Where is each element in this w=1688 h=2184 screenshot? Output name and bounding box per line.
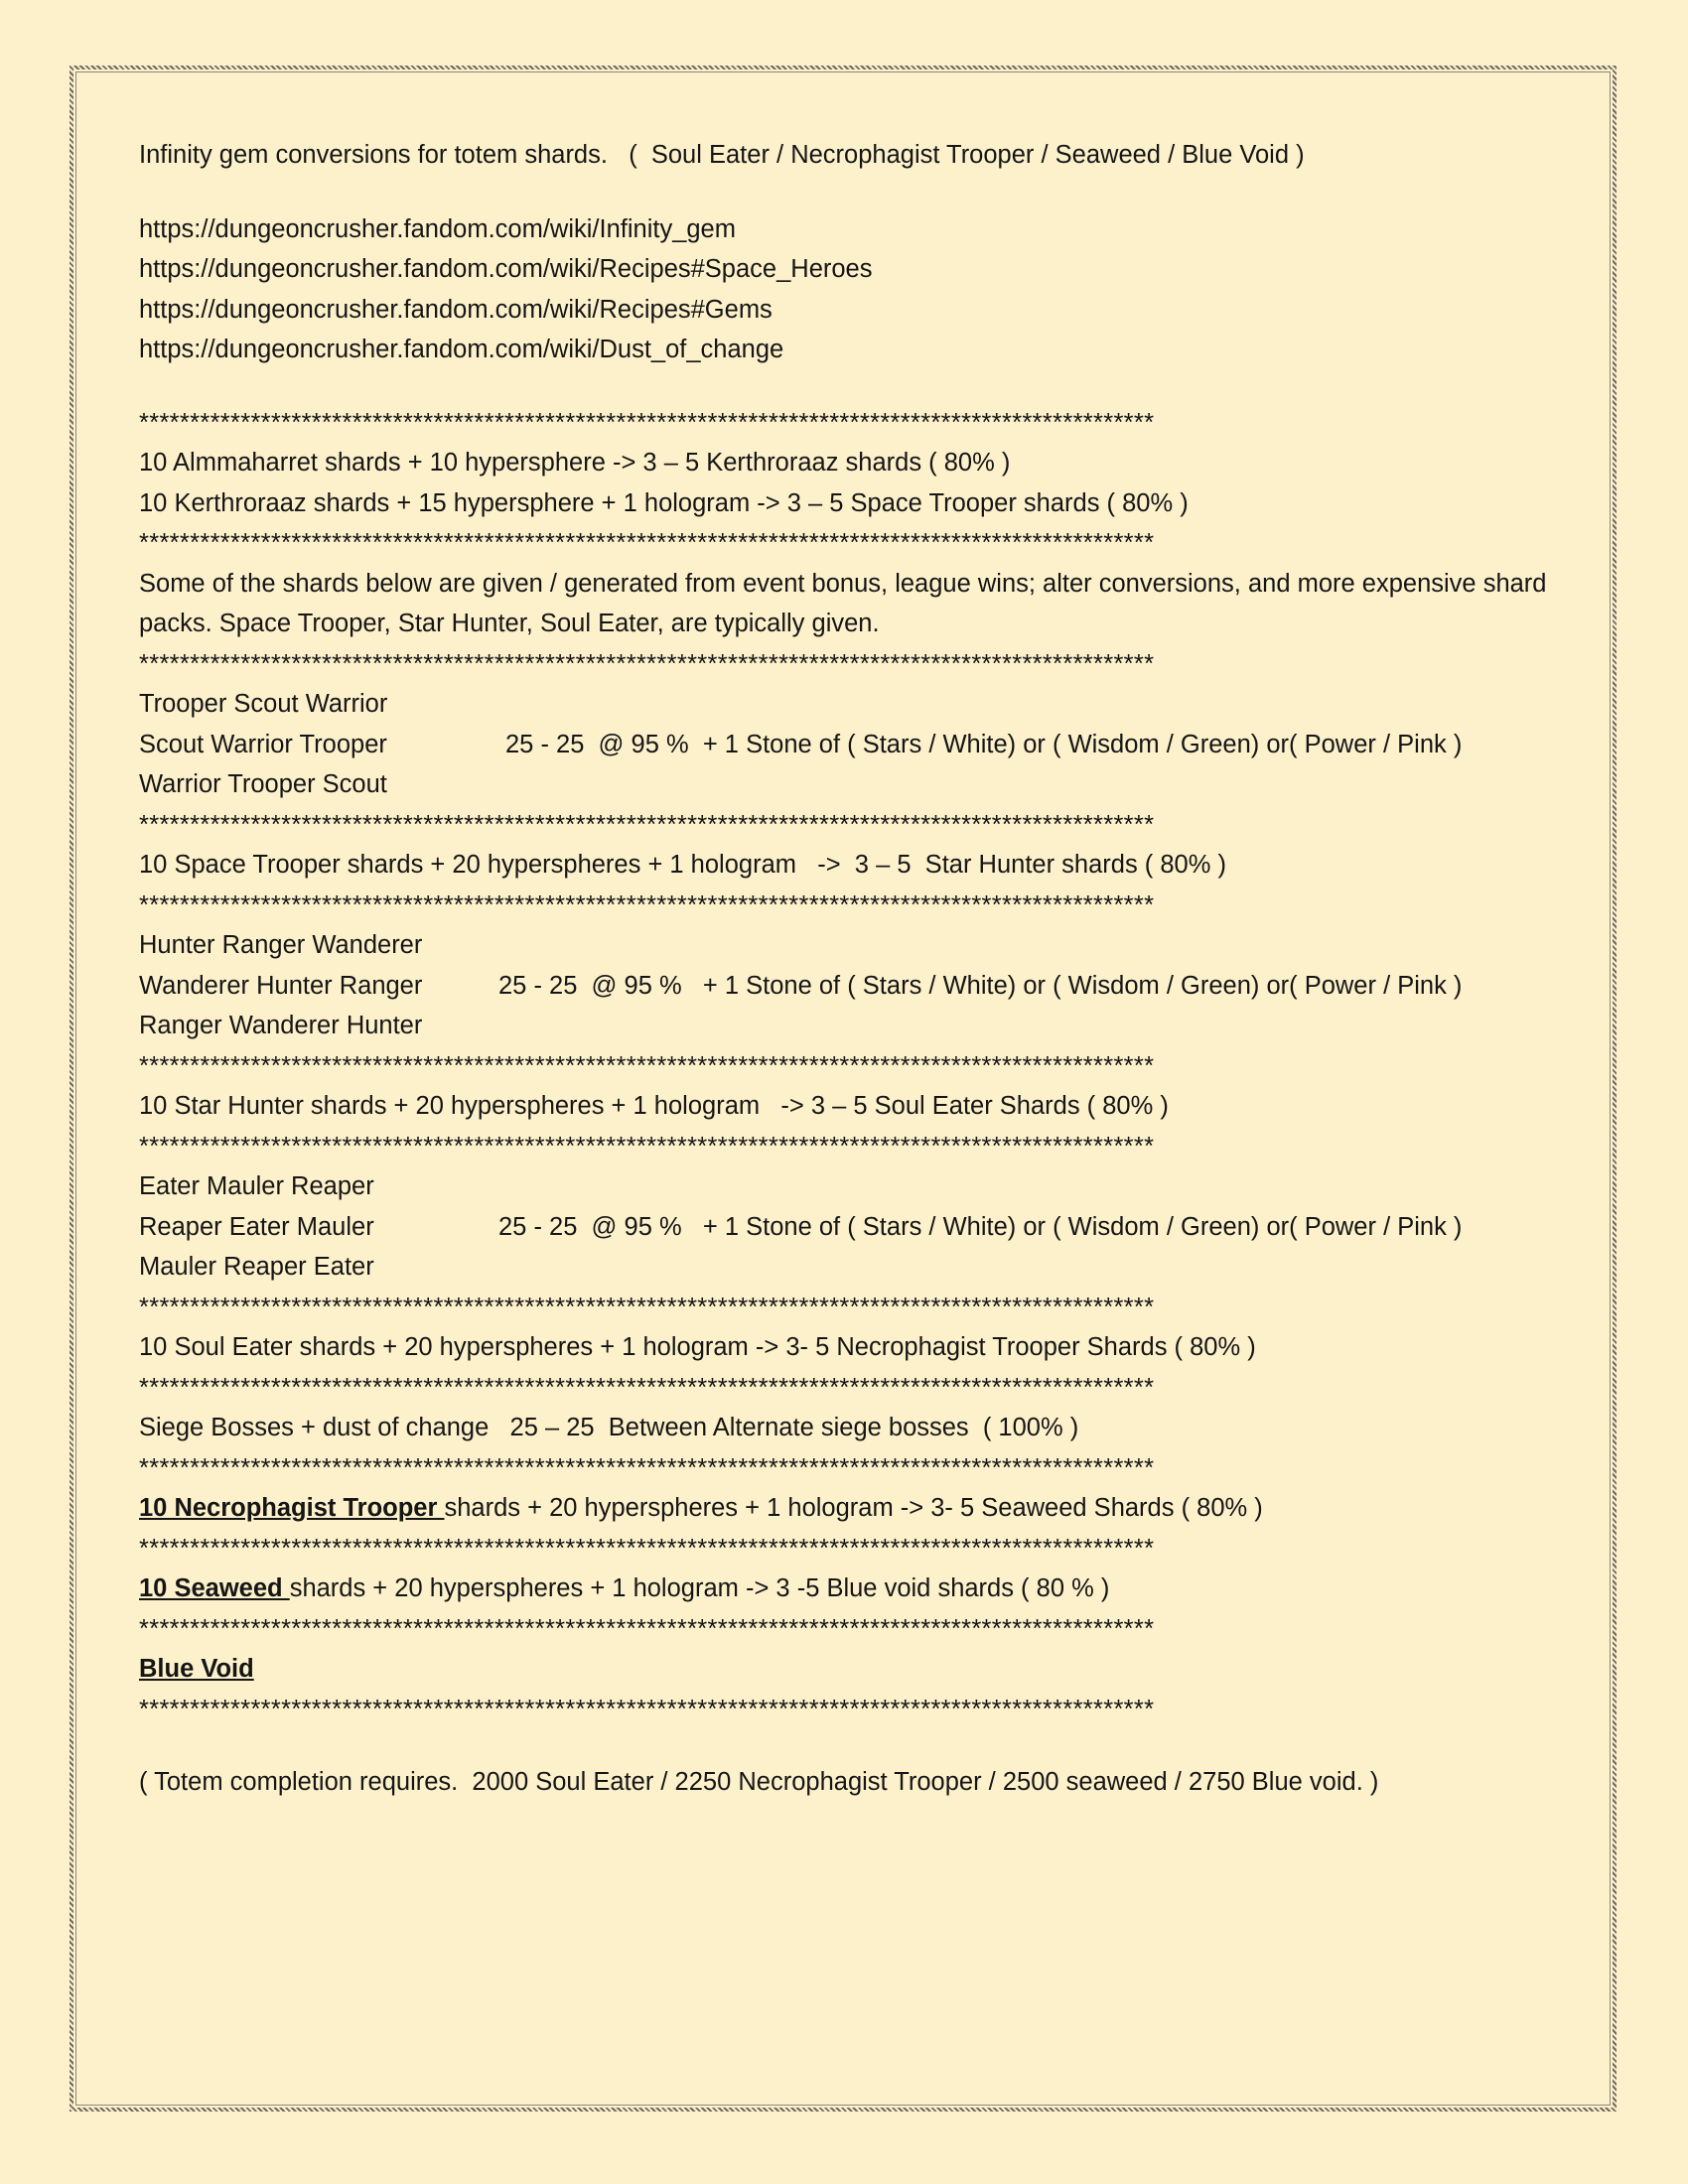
separator: **************************************************************************************************** [139,408,1155,437]
blue-void-label: Blue Void [139,1655,254,1683]
link-recipes-gems[interactable]: https://dungeoncrusher.fandom.com/wiki/Recipes#Gems [139,295,773,324]
totem-requirements: ( Totem completion requires. 2000 Soul Eater / 2250 Necrophagist Trooper / 2500 seaweed / 2750 Blue void. ) [139,1768,1379,1796]
separator: **************************************************************************************************** [139,649,1155,678]
recipe-seaweed [139,1488,1549,1529]
eater-rate: 25 - 25 @ 95 % + 1 Stone of ( Stars / White) or ( Wisdom / Green) or( Power / Pink ) [498,1212,1463,1241]
separator: **************************************************************************************************** [139,1534,1155,1563]
hunter-name-2: Wanderer Hunter Ranger [139,971,423,1000]
hunter-block [139,925,1549,1046]
document-title: Infinity gem conversions for totem shards. ( Soul Eater / Necrophagist Trooper / Seaweed / Blue Void ) [139,141,1305,169]
separator: **************************************************************************************************** [139,1132,1155,1160]
separator: **************************************************************************************************** [139,529,1155,557]
hunter-rate: 25 - 25 @ 95 % + 1 Stone of ( Stars / White) or ( Wisdom / Green) or( Power / Pink ) [498,971,1463,1000]
separator: **************************************************************************************************** [139,1293,1155,1321]
separator: **************************************************************************************************** [139,1695,1155,1723]
separator: **************************************************************************************************** [139,1453,1155,1482]
link-recipes-space-heroes[interactable]: https://dungeoncrusher.fandom.com/wiki/Recipes#Space_Heroes [139,255,873,283]
separator: **************************************************************************************************** [139,810,1155,839]
recipe-blue-void-rest: shards + 20 hyperspheres + 1 hologram -> 3 -5 Blue void shards ( 80 % ) [289,1574,1110,1602]
separator: **************************************************************************************************** [139,890,1155,919]
recipe-star-hunter: 10 Space Trooper shards + 20 hyperspheres + 1 hologram -> 3 – 5 Star Hunter shards ( 80% ) [139,851,1226,879]
recipe-necrophagist: 10 Soul Eater shards + 20 hyperspheres + 1 hologram -> 3- 5 Necrophagist Trooper Shards ( 80% ) [139,1333,1256,1361]
separator: **************************************************************************************************** [139,1614,1155,1643]
hunter-name-3: Ranger Wanderer Hunter [139,1012,423,1039]
blue-void-heading [139,1649,1549,1690]
recipe-seaweed-rest: shards + 20 hyperspheres + 1 hologram -> 3- 5 Seaweed Shards ( 80% ) [444,1494,1263,1522]
trooper-name-2: Scout Warrior Trooper [139,730,387,758]
recipe-kerthroraaz: 10 Almmaharret shards + 10 hypersphere -> 3 – 5 Kerthroraaz shards ( 80% ) [139,449,1011,477]
trooper-rate: 25 - 25 @ 95 % + 1 Stone of ( Stars / White) or ( Wisdom / Green) or( Power / Pink ) [505,730,1463,758]
recipe-space-trooper: 10 Kerthroraaz shards + 15 hypersphere + 1 hologram -> 3 – 5 Space Trooper shards ( 80% ) [139,488,1189,517]
recipe-soul-eater: 10 Star Hunter shards + 20 hyperspheres + 1 hologram -> 3 – 5 Soul Eater Shards ( 80% ) [139,1092,1169,1120]
link-dust-of-change[interactable]: https://dungeoncrusher.fandom.com/wiki/Dust_of_change [139,336,784,363]
recipe-seaweed-source: 10 Necrophagist Trooper [139,1494,445,1522]
siege-recipe: Siege Bosses + dust of change 25 – 25 Between Alternate siege bosses ( 100% ) [139,1414,1079,1441]
trooper-block [139,684,1549,805]
recipe-blue-void-source: 10 Seaweed [139,1574,290,1602]
trooper-name-1: Trooper Scout Warrior [139,690,388,718]
link-infinity-gem[interactable]: https://dungeoncrusher.fandom.com/wiki/Infinity_gem [139,214,736,243]
separator: **************************************************************************************************** [139,1373,1155,1402]
eater-block [139,1166,1549,1288]
hunter-name-1: Hunter Ranger Wanderer [139,931,423,959]
recipe-blue-void [139,1569,1549,1609]
document-body [139,135,1549,1803]
eater-name-2: Reaper Eater Mauler [139,1212,374,1241]
eater-name-1: Eater Mauler Reaper [139,1172,374,1200]
eater-name-3: Mauler Reaper Eater [139,1253,374,1281]
note-paragraph: Some of the shards below are given / generated from event bonus, league wins; alter conversions, and more expensive shard packs. Space Trooper, Star Hunter, Soul Eater, are typically given. [139,569,1547,637]
separator: **************************************************************************************************** [139,1051,1155,1080]
trooper-name-3: Warrior Trooper Scout [139,770,387,798]
